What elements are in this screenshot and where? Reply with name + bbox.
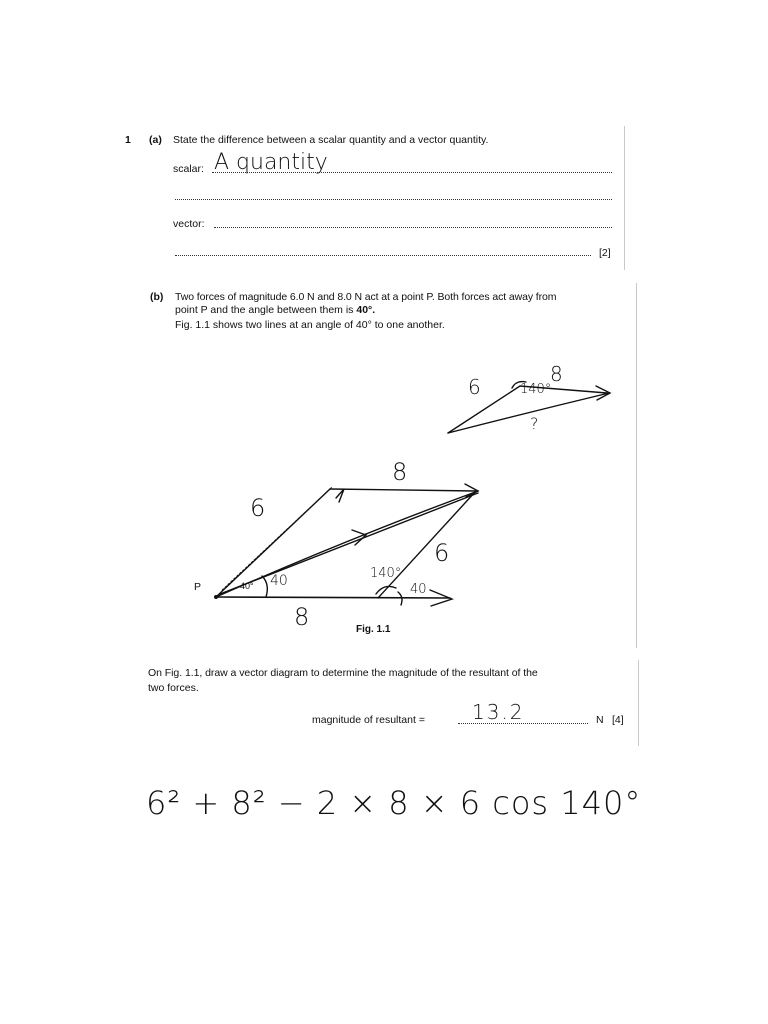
- part-a-marks: [2]: [599, 247, 611, 259]
- angle-label-40-right: 40: [410, 582, 427, 597]
- small-triangle-label-140: 140°: [520, 382, 552, 397]
- instruction-line2: two forces.: [148, 682, 199, 694]
- angle-label-40: 40: [270, 573, 288, 589]
- para-top-side: [330, 489, 476, 491]
- small-triangle-unknown: ?: [530, 414, 539, 433]
- para-label-right-6: 6: [434, 539, 450, 567]
- unit-label: N: [596, 714, 604, 726]
- part-a-label: (a): [149, 134, 162, 146]
- small-triangle-label-6: 6: [468, 375, 481, 399]
- printed-line-8N: [216, 597, 450, 598]
- magnitude-label: magnitude of resultant =: [312, 714, 425, 726]
- fig-caption: Fig. 1.1: [356, 624, 391, 635]
- part-b-angle-bold: 40°.: [356, 304, 376, 316]
- small-triangle-label-8: 8: [550, 362, 563, 386]
- magnitude-handwritten-answer: 13.2: [472, 700, 525, 724]
- scalar-label: scalar:: [173, 163, 204, 175]
- scalar-handwritten-answer: A quantity: [214, 150, 328, 175]
- part-b-text-line1: Two forces of magnitude 6.0 N and 8.0 N act at a point P. Both forces act away from: [175, 291, 557, 303]
- part-b-text-line2-prefix: point P and the angle between them is: [175, 304, 357, 316]
- para-label-bottom-8: 8: [294, 603, 310, 631]
- part-a-question: State the difference between a scalar quantity and a vector quantity.: [173, 134, 489, 146]
- point-p-dot: [214, 595, 218, 599]
- angle-label-140: 140°: [370, 566, 402, 581]
- point-p-label: P: [194, 581, 202, 593]
- handwritten-equation: 6² + 8² − 2 × 8 × 6 cos 140°: [146, 784, 642, 822]
- para-label-left-6: 6: [250, 494, 266, 522]
- question-number: 1: [125, 134, 131, 146]
- part-b-label: (b): [150, 291, 164, 303]
- part-b-text-line3: Fig. 1.1 shows two lines at an angle of 40° to one another.: [175, 319, 445, 331]
- vector-label: vector:: [173, 218, 205, 230]
- para-right-side: [378, 491, 476, 598]
- instruction-line1: On Fig. 1.1, draw a vector diagram to determine the magnitude of the resultant of the: [148, 667, 538, 679]
- top-side-tick: [336, 489, 344, 502]
- printed-angle-label: 40°: [240, 581, 254, 591]
- small-triangle-resultant: [448, 393, 609, 433]
- part-b-marks: [4]: [612, 714, 624, 726]
- para-label-top-8: 8: [392, 458, 408, 486]
- angle-arc-40: [262, 576, 267, 597]
